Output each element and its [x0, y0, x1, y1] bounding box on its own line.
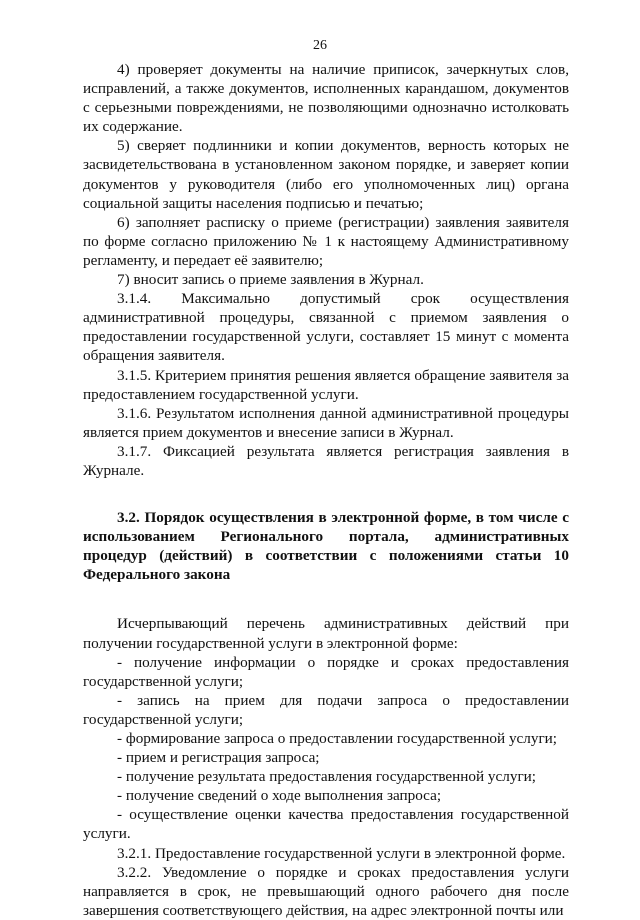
spacer — [83, 584, 569, 614]
paragraph-3-1-4: 3.1.4. Максимально допустимый срок осуществления административной процедуры, связанной с приемом заявления о предоставлении государственной услуги, составляет 15 минут с момента обращения заявителя. — [83, 290, 569, 365]
paragraph-3-2-2: 3.2.2. Уведомление о порядке и сроках предоставления услуги направляется в срок, не превышающий одного рабочего дня после завершения соответствующего действия, на адрес электронной почты или — [83, 863, 569, 919]
paragraph-verify-copies: 5) сверяет подлинники и копии документов, верность которых не засвидетельствована в установленном законом порядке, и заверяет копии документов у руководителя (либо его уполномоченных лиц) органа социальной защиты населения подписью и печатью; — [83, 137, 569, 212]
document-body — [83, 60, 569, 920]
paragraph-journal-entry: 7) вносит запись о приеме заявления в Журнал. — [117, 271, 424, 289]
paragraph-fill-receipt: 6) заполняет расписку о приеме (регистрации) заявления заявителя по форме согласно приложению № 1 к настоящему Административному регламенту, и передает её заявителю; — [83, 213, 569, 269]
page-number: 26 — [313, 38, 327, 53]
list-item-appointment: - запись на прием для подачи запроса о предоставлении государственной услуги; — [83, 691, 569, 728]
paragraph-actions-list-intro: Исчерпывающий перечень административных действий при получении государственной услуги в электронной форме: — [83, 615, 569, 652]
paragraph-3-1-5: 3.1.5. Критерием принятия решения является обращение заявителя за предоставлением государственной услуги. — [83, 366, 569, 403]
list-item-registration: - прием и регистрация запроса; — [117, 749, 320, 767]
section-heading-3-2: 3.2. Порядок осуществления в электронной форме, в том числе с использованием Регионального портала, административных процедур (действий) в соответствии с положениями статьи 10 Федерального закона — [83, 509, 569, 584]
list-item-form-request: - формирование запроса о предоставлении государственной услуги; — [117, 730, 558, 747]
list-item-status: - получение сведений о ходе выполнения запроса; — [117, 787, 442, 805]
paragraph-check-documents: 4) проверяет документы на наличие приписок, зачеркнутых слов, исправлений, а также документов, исполненных карандашом, документов с серьезными повреждениями, не позволяющими однозначно истолковать их содержание. — [83, 61, 569, 136]
paragraph-3-1-6: 3.1.6. Результатом исполнения данной административной процедуры является прием документов и внесение записи в Журнал. — [83, 404, 569, 441]
list-item-get-result: - получение результата предоставления государственной услуги; — [117, 768, 537, 786]
list-item-info: - получение информации о порядке и сроках предоставления государственной услуги; — [83, 653, 569, 690]
paragraph-3-2-1: 3.2.1. Предоставление государственной услуги в электронной форме. — [117, 844, 566, 862]
paragraph-3-1-7: 3.1.7. Фиксацией результата является регистрация заявления в Журнале. — [83, 442, 569, 479]
list-item-quality: - осуществление оценки качества предоставления государственной услуги. — [83, 806, 569, 843]
